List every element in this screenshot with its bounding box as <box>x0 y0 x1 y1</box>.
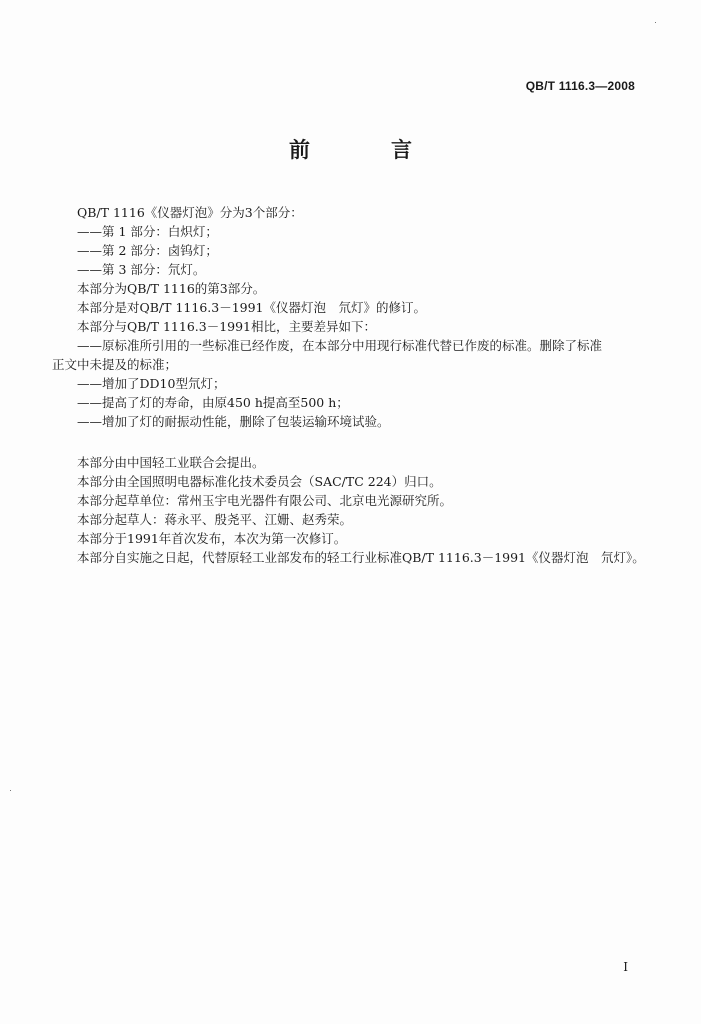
list-item: ——提高了灯的寿命，由原450 h提高至500 h； <box>77 395 349 410</box>
page-title: 前 言 <box>289 138 442 162</box>
list-item: ——第 2 部分：卤钨灯； <box>77 243 218 258</box>
list-item: ——第 1 部分：白炽灯； <box>77 224 218 239</box>
paragraph-line: 本部分于1991年首次发布，本次为第一次修订。 <box>77 531 347 546</box>
list-item: ——增加了灯的耐振动性能，删除了包装运输环境试验。 <box>77 414 390 429</box>
paragraph-line: QB/T 1116《仪器灯泡》分为3个部分： <box>77 205 303 220</box>
paragraph-line: 本部分由中国轻工业联合会提出。 <box>77 455 265 470</box>
paragraph-line: 本部分与QB/T 1116.3－1991相比，主要差异如下： <box>77 319 377 334</box>
paragraph-line: 本部分自实施之日起，代替原轻工业部发布的轻工行业标准QB/T 1116.3－1991《仪器灯泡 氘灯》。 <box>77 550 645 565</box>
paragraph-line: 本部分起草人：蒋永平、殷尧平、江姗、赵秀荣。 <box>77 512 353 527</box>
list-item-continuation: 正文中未提及的标准； <box>52 357 178 372</box>
paragraph-line: 本部分由全国照明电器标准化技术委员会（SAC/TC 224）归口。 <box>77 474 442 489</box>
paragraph-line: 本部分是对QB/T 1116.3－1991《仪器灯泡 氘灯》的修订。 <box>77 300 427 315</box>
list-item: ——第 3 部分：氘灯。 <box>77 262 206 277</box>
paragraph-line: 本部分为QB/T 1116的第3部分。 <box>77 281 266 296</box>
scan-speck <box>655 22 656 23</box>
standard-code: QB/T 1116.3—2008 <box>525 79 635 93</box>
page-number: I <box>623 960 628 974</box>
paragraph-line: 本部分起草单位：常州玉宇电光器件有限公司、北京电光源研究所。 <box>77 493 453 508</box>
list-item: ——原标准所引用的一些标准已经作废，在本部分中用现行标准代替已作废的标准。删除了标准 <box>77 338 603 353</box>
scan-speck <box>10 790 11 791</box>
list-item: ——增加了DD10型氘灯； <box>77 376 226 391</box>
